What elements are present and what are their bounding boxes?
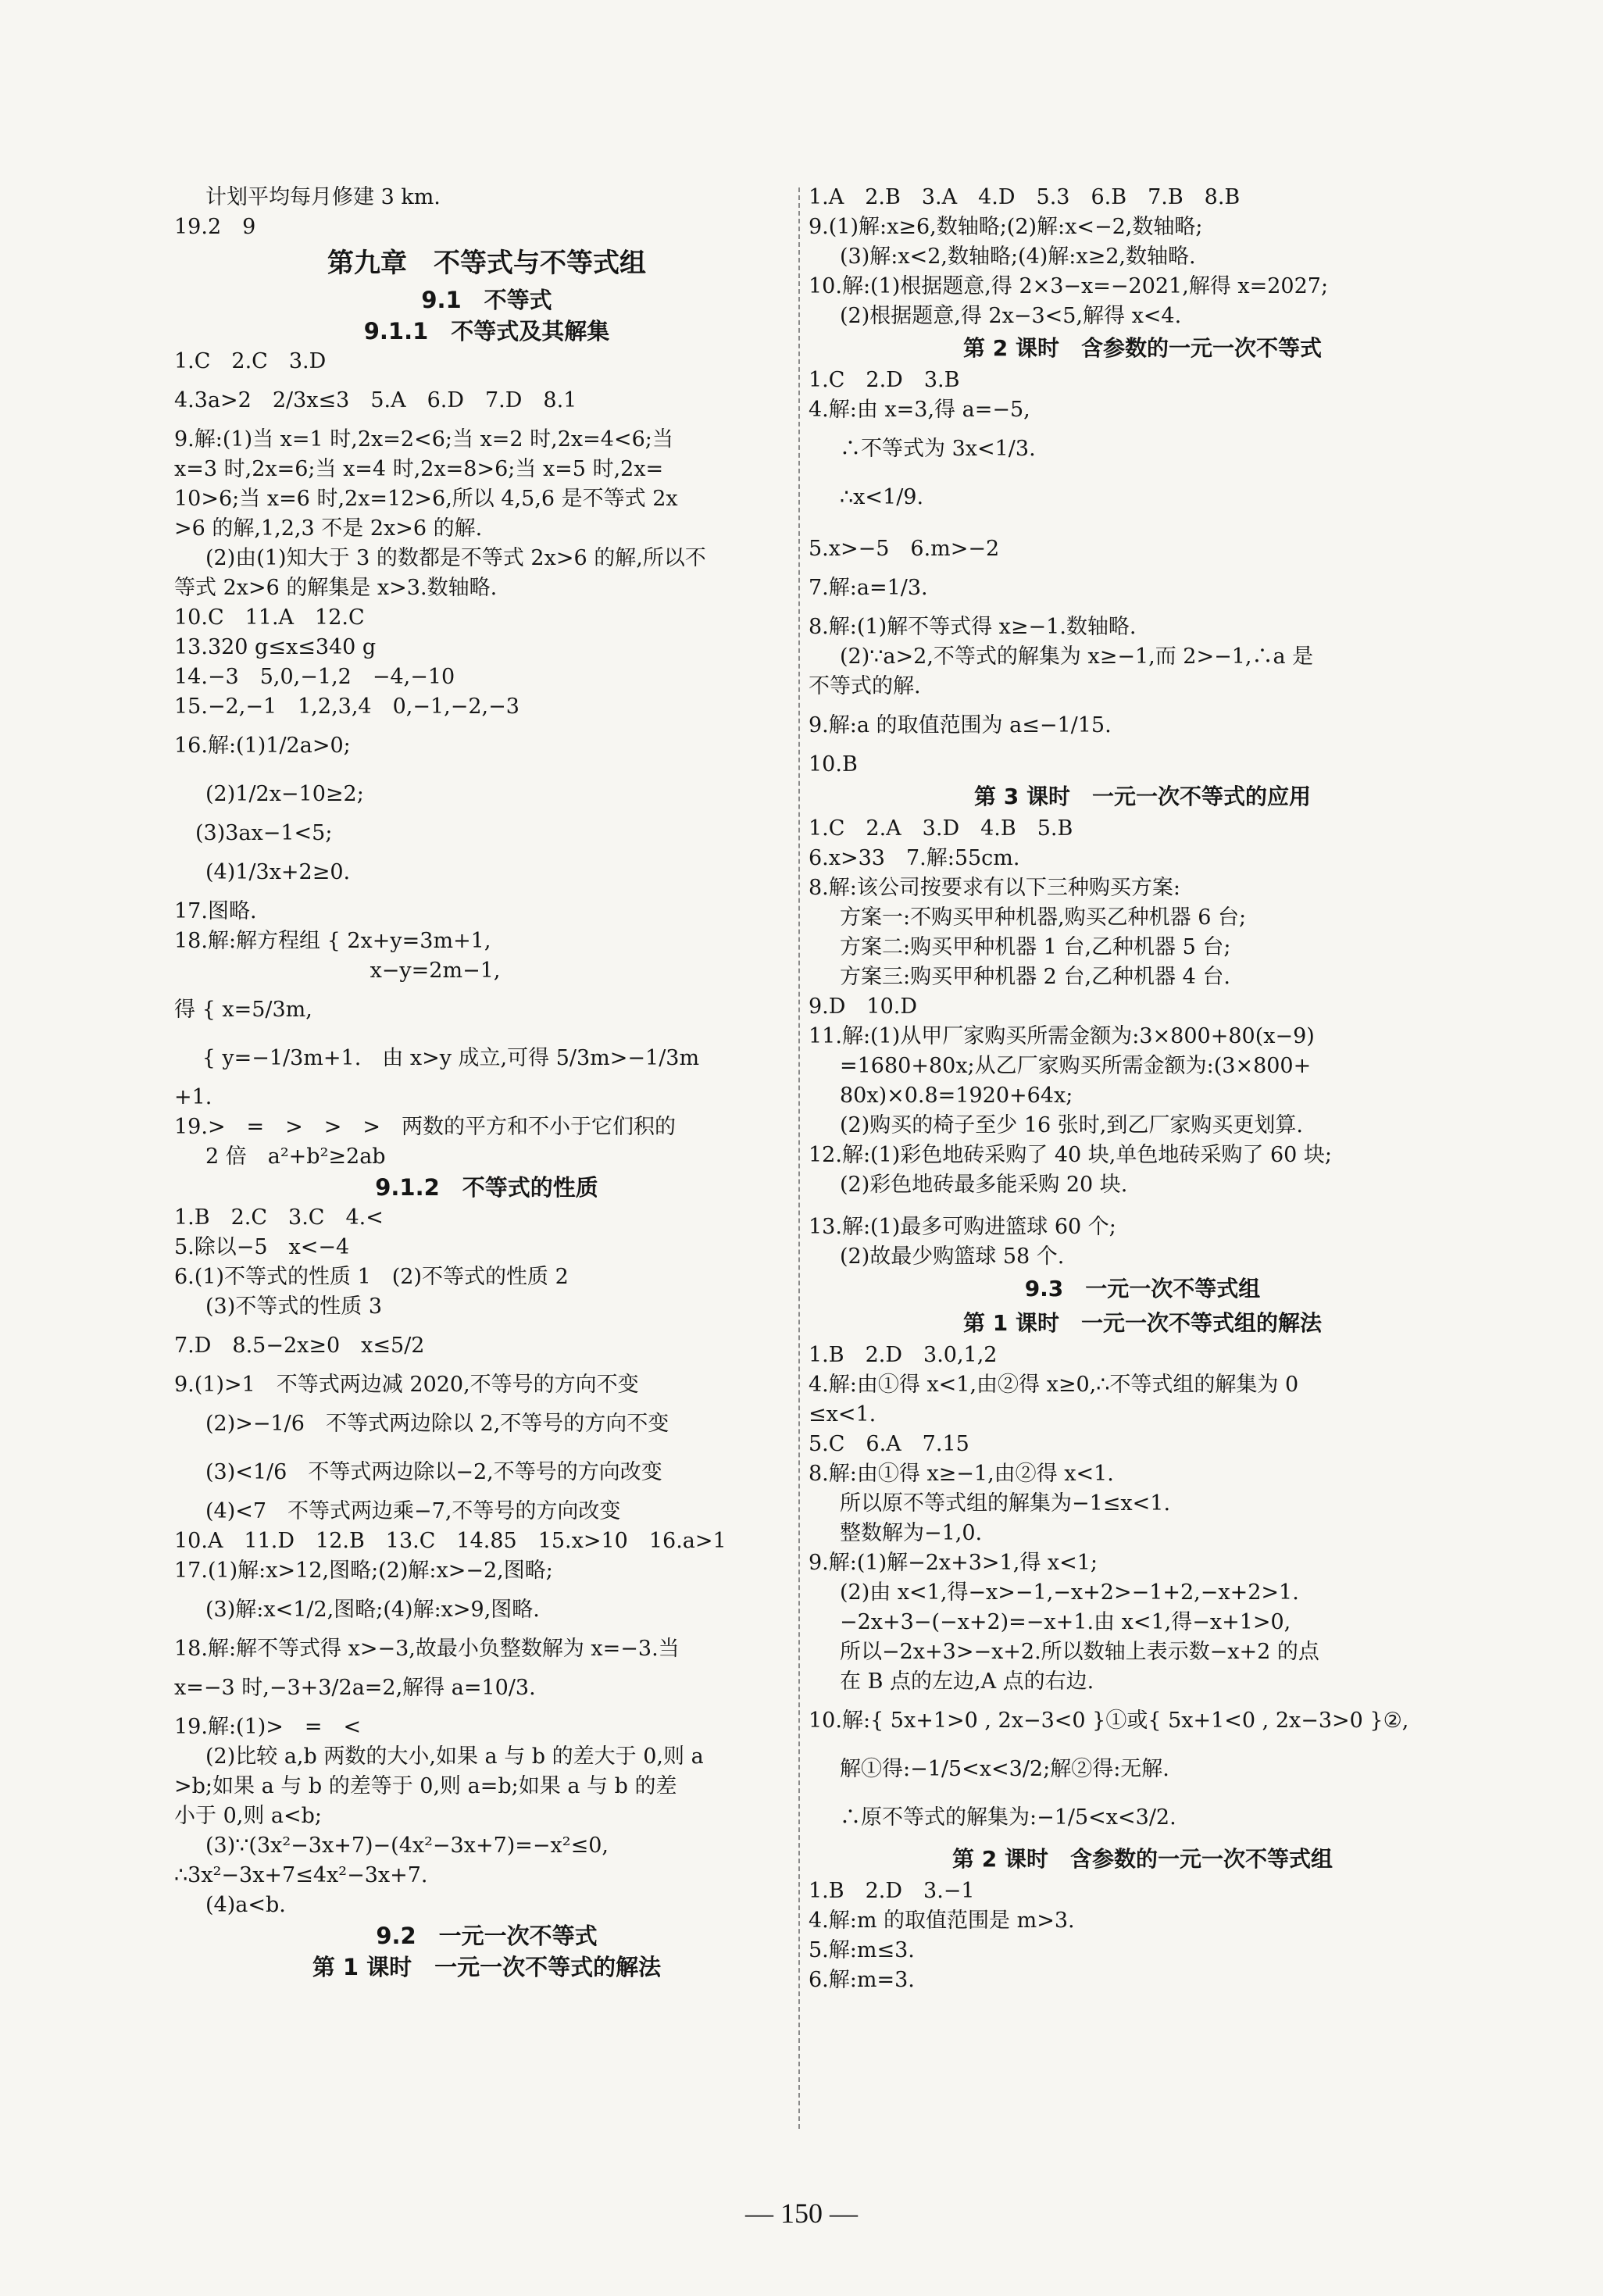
answer-line: (4)<7 不等式两边乘−7,不等号的方向改变	[205, 1499, 621, 1523]
answer-line: 1.C 2.D 3.B	[809, 368, 960, 392]
answer-line: 4.3a>2 2/3x≤3 5.A 6.D 7.D 8.1	[174, 388, 577, 412]
answer-line: 6.(1)不等式的性质 1 (2)不等式的性质 2	[174, 1265, 569, 1289]
answer-line: 10.解:{ 5x+1>0 , 2x−3<0 }①或{ 5x+1<0 , 2x−3>0 }②,	[809, 1709, 1409, 1733]
spacer	[809, 522, 1476, 534]
answer-line: 1.A 2.B 3.A 4.D 5.3 6.B 7.B 8.B	[809, 185, 1241, 209]
answer-line: (2)根据题意,得 2x−3<5,解得 x<4.	[840, 304, 1182, 328]
answer-line: 6.x>33 7.解:55cm.	[809, 846, 1020, 870]
answer-line: (2)比较 a,b 两数的大小,如果 a 与 b 的差大于 0,则 a	[205, 1744, 704, 1769]
answer-line: 4.解:由①得 x<1,由②得 x≥0,∴不等式组的解集为 0	[809, 1373, 1299, 1397]
answer-line: 9.(1)>1 不等式两边减 2020,不等号的方向不变	[174, 1373, 639, 1397]
answer-line: (2)彩色地砖最多能采购 20 块.	[840, 1173, 1128, 1197]
answer-line: 9.解:a 的取值范围为 a≤−1/15.	[809, 713, 1112, 737]
answer-line: 小于 0,则 a<b;	[174, 1804, 323, 1828]
answer-line: 18.解:解不等式得 x>−3,故最小负整数解为 x=−3.当	[174, 1637, 680, 1661]
answer-line: 9.解:(1)当 x=1 时,2x=2<6;当 x=2 时,2x=4<6;当	[174, 427, 673, 452]
answer-line: { y=−1/3m+1. 由 x>y 成立,可得 5/3m>−1/3m	[174, 1046, 700, 1070]
answer-line: 13.320 g≤x≤340 g	[174, 635, 377, 659]
answer-line: −2x+3−(−x+2)=−x+1.由 x<1,得−x+1>0,	[840, 1610, 1291, 1634]
answer-line: (2)故最少购篮球 58 个.	[840, 1244, 1065, 1269]
section-heading: 9.2 一元一次不等式	[376, 1923, 598, 1949]
left-column	[174, 183, 799, 1983]
answer-line: 5.x>−5 6.m>−2	[809, 537, 1000, 561]
answer-line: 9.D 10.D	[809, 994, 917, 1019]
answer-line: 12.解:(1)彩色地砖采购了 40 块,单色地砖采购了 60 块;	[809, 1143, 1333, 1167]
answer-line: 7.D 8.5−2x≥0 x≤5/2	[174, 1334, 425, 1358]
answer-line: ∴x<1/9.	[840, 485, 924, 509]
answer-line: 17.图略.	[174, 899, 257, 923]
answer-line: (4)a<b.	[205, 1893, 286, 1917]
answer-line: x−y=2m−1,	[237, 959, 501, 983]
answer-line: (2)>−1/6 不等式两边除以 2,不等号的方向不变	[205, 1412, 669, 1436]
section-heading: 9.1.2 不等式的性质	[375, 1174, 598, 1201]
answer-line: 8.解:该公司按要求有以下三种购买方案:	[809, 876, 1180, 900]
answer-line: 整数解为−1,0.	[840, 1521, 983, 1545]
answer-line: ∴原不等式的解集为:−1/5<x<3/2.	[840, 1805, 1176, 1830]
answer-line: 不等式的解.	[809, 674, 921, 698]
page-number: — 150 —	[745, 2198, 858, 2229]
section-heading: 9.1.1 不等式及其解集	[363, 318, 610, 345]
answer-line: 80x)×0.8=1920+64x;	[840, 1084, 1073, 1108]
answer-line: 计划平均每月修建 3 km.	[205, 185, 441, 209]
answer-line: 19.> = > > > 两数的平方和不小于它们积的	[174, 1115, 677, 1139]
answer-line: 7.解:a=1/3.	[809, 576, 928, 600]
answer-line: 15.−2,−1 1,2,3,4 0,−1,−2,−3	[174, 695, 519, 719]
section-heading: 第九章 不等式与不等式组	[327, 248, 646, 279]
answer-line: 9.(1)解:x≥6,数轴略;(2)解:x<−2,数轴略;	[809, 215, 1203, 239]
answer-line: 6.解:m=3.	[809, 1968, 915, 1992]
spacer	[809, 1200, 1476, 1212]
answer-line: 1.C 2.A 3.D 4.B 5.B	[809, 816, 1073, 841]
answer-line: 19.解:(1)> = <	[174, 1715, 362, 1739]
answer-line: 17.(1)解:x>12,图略;(2)解:x>−2,图略;	[174, 1559, 553, 1583]
answer-line: (4)1/3x+2≥0.	[205, 860, 351, 884]
answer-line: 得 { x=5/3m,	[174, 998, 312, 1022]
answer-line: (3)<1/6 不等式两边除以−2,不等号的方向改变	[205, 1460, 662, 1484]
answer-line: 所以−2x+3>−x+2.所以数轴上表示数−x+2 的点	[840, 1640, 1319, 1664]
answer-line: =1680+80x;从乙厂家购买所需金额为:(3×800+	[840, 1054, 1312, 1078]
answer-line: (2)由 x<1,得−x>−1,−x+2>−1+2,−x+2>1.	[840, 1580, 1299, 1605]
section-heading: 第 2 课时 含参数的一元一次不等式组	[952, 1846, 1333, 1872]
answer-line: x=−3 时,−3+3/2a=2,解得 a=10/3.	[174, 1676, 536, 1700]
answer-line: 方案三:购买甲种机器 2 台,乙种机器 4 台.	[840, 965, 1230, 989]
answer-line: 1.B 2.D 3.0,1,2	[809, 1343, 998, 1367]
answer-line: 等式 2x>6 的解集是 x>3.数轴略.	[174, 576, 498, 600]
answer-line: (2)∵a>2,不等式的解集为 x≥−1,而 2>−1,∴a 是	[840, 645, 1314, 669]
answer-line: 5.解:m≤3.	[809, 1938, 915, 1962]
section-heading: 第 3 课时 一元一次不等式的应用	[974, 784, 1311, 809]
answer-line: ∴3x²−3x+7≤4x²−3x+7.	[174, 1863, 428, 1887]
answer-line: 方案二:购买甲种机器 1 台,乙种机器 5 台;	[840, 935, 1231, 959]
answer-line: 10.C 11.A 12.C	[174, 605, 365, 630]
answer-line: >6 的解,1,2,3 不是 2x>6 的解.	[174, 516, 483, 541]
answer-line: 所以原不等式组的解集为−1≤x<1.	[840, 1491, 1171, 1516]
answer-line: 在 B 点的左边,A 点的右边.	[840, 1669, 1094, 1694]
answer-line: 方案一:不购买甲种机器,购买乙种机器 6 台;	[840, 905, 1247, 930]
answer-line: ≤x<1.	[809, 1402, 876, 1427]
answer-line: (2)购买的椅子至少 16 张时,到乙厂家购买更划算.	[840, 1113, 1303, 1137]
answer-line: 4.解:由 x=3,得 a=−5,	[809, 398, 1030, 422]
answer-line: 19.2 9	[174, 215, 256, 239]
answer-line: (2)由(1)知大于 3 的数都是不等式 2x>6 的解,所以不	[205, 546, 706, 570]
right-column	[809, 183, 1476, 1995]
answer-line: 10>6;当 x=6 时,2x=12>6,所以 4,5,6 是不等式 2x	[174, 487, 678, 511]
section-heading: 第 1 课时 一元一次不等式的解法	[312, 1954, 662, 1980]
answer-line: 5.C 6.A 7.15	[809, 1432, 969, 1456]
answer-line: 1.B 2.C 3.C 4.<	[174, 1205, 384, 1230]
answer-line: 11.解:(1)从甲厂家购买所需金额为:3×800+80(x−9)	[809, 1024, 1315, 1048]
answer-line: (3)∵(3x²−3x+7)−(4x²−3x+7)=−x²≤0,	[205, 1834, 609, 1858]
answer-line: 5.除以−5 x<−4	[174, 1235, 350, 1259]
answer-line: +1.	[174, 1085, 212, 1109]
answer-line: 18.解:解方程组 { 2x+y=3m+1,	[174, 929, 491, 953]
answer-line: 1.C 2.C 3.D	[174, 349, 327, 373]
answer-line: (2)1/2x−10≥2;	[205, 782, 364, 806]
answer-line: 10.解:(1)根据题意,得 2×3−x=−2021,解得 x=2027;	[809, 274, 1329, 298]
section-heading: 第 2 课时 含参数的一元一次不等式	[963, 335, 1322, 361]
answer-line: (3)3ax−1<5;	[174, 821, 333, 845]
answer-line: ∴不等式为 3x<1/3.	[840, 437, 1036, 461]
answer-line: 2 倍 a²+b²≥2ab	[205, 1144, 386, 1169]
answer-line: 14.−3 5,0,−1,2 −4,−10	[174, 665, 455, 689]
column-divider	[798, 187, 800, 2129]
section-heading: 9.3 一元一次不等式组	[1024, 1276, 1261, 1302]
section-heading: 9.1 不等式	[421, 287, 552, 313]
answer-line: 10.A 11.D 12.B 13.C 14.85 15.x>10 16.a>1	[174, 1529, 727, 1553]
answer-line: (3)解:x<1/2,图略;(4)解:x>9,图略.	[205, 1598, 540, 1622]
answer-line: 16.解:(1)1/2a>0;	[174, 734, 351, 758]
answer-line: x=3 时,2x=6;当 x=4 时,2x=8>6;当 x=5 时,2x=	[174, 457, 664, 481]
answer-line: 4.解:m 的取值范围是 m>3.	[809, 1909, 1075, 1933]
answer-line: >b;如果 a 与 b 的差等于 0,则 a=b;如果 a 与 b 的差	[174, 1774, 677, 1798]
answer-line: (3)解:x<2,数轴略;(4)解:x≥2,数轴略.	[840, 245, 1196, 269]
answer-line: 1.B 2.D 3.−1	[809, 1879, 975, 1903]
answer-line: 9.解:(1)解−2x+3>1,得 x<1;	[809, 1551, 1098, 1575]
answer-line: 解①得:−1/5<x<3/2;解②得:无解.	[840, 1757, 1169, 1781]
answer-line: (3)不等式的性质 3	[205, 1294, 383, 1319]
section-heading: 第 1 课时 一元一次不等式组的解法	[963, 1310, 1322, 1336]
answer-line: 13.解:(1)最多可购进篮球 60 个;	[809, 1215, 1116, 1239]
answer-line: 10.B	[809, 752, 858, 777]
answer-line: 8.解:由①得 x≥−1,由②得 x<1.	[809, 1462, 1114, 1486]
answer-line: 8.解:(1)解不等式得 x≥−1.数轴略.	[809, 615, 1137, 639]
